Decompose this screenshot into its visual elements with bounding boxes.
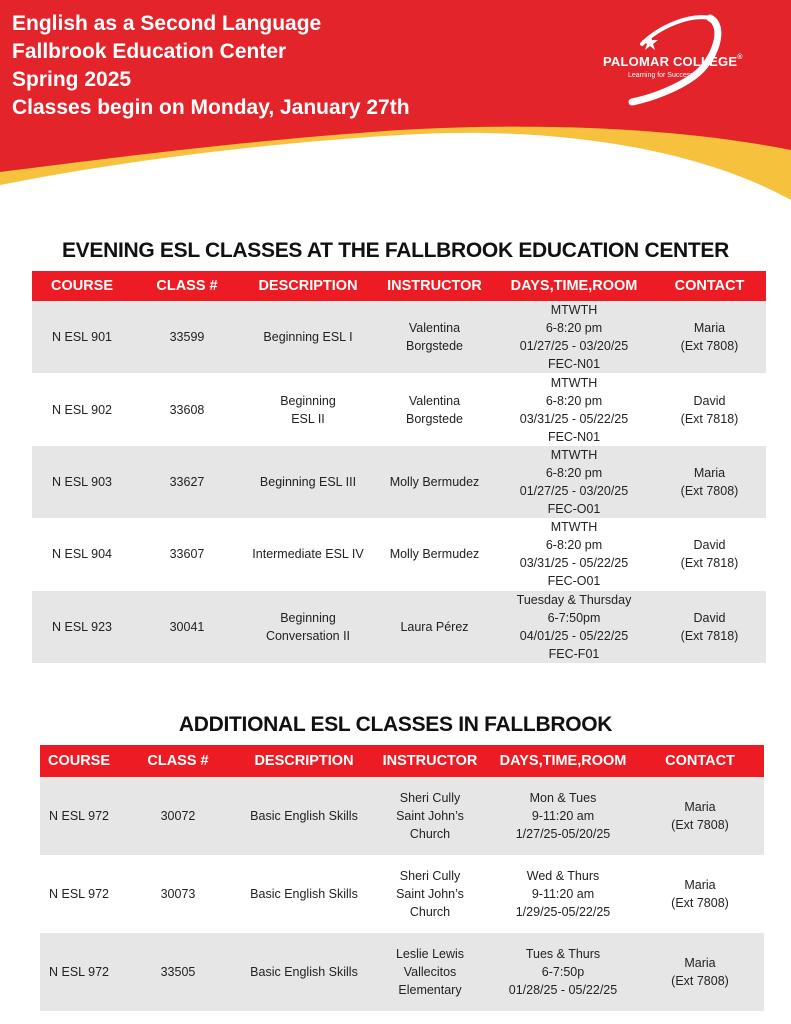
- table-row: [40, 933, 764, 1011]
- column-header-class-number: CLASS #: [132, 271, 242, 301]
- instructor-cell-line: Valentina: [408, 321, 461, 336]
- instructor-cell: [374, 591, 495, 663]
- additional-section-title: ADDITIONAL ESL CLASSES IN FALLBROOK: [178, 713, 613, 736]
- days-time-room-cell-line: 6-7:50p: [541, 965, 585, 979]
- contact-cell-line: David: [693, 610, 726, 625]
- column-header-description: DESCRIPTION: [242, 271, 374, 301]
- instructor-cell: [370, 777, 490, 855]
- logo-name: PALOMAR COLLEGE: [603, 54, 738, 69]
- column-header-course: COURSE: [32, 271, 132, 301]
- contact-cell-line: David: [693, 538, 726, 553]
- contact-cell-line: Maria: [693, 465, 726, 480]
- days-time-room-cell-line: MTWTH: [550, 520, 598, 535]
- contact-cell-line: (Ext 7818): [680, 411, 739, 426]
- table-row: [40, 855, 764, 933]
- contact-cell: [636, 933, 764, 1011]
- description-cell: [242, 591, 374, 663]
- description-cell-line: Beginning: [280, 610, 336, 625]
- instructor-cell-line: Borgstede: [406, 339, 463, 354]
- palomar-college-logo: [598, 12, 758, 107]
- instructor-cell: [370, 933, 490, 1011]
- contact-cell-line: Maria: [684, 878, 716, 892]
- instructor-cell: [374, 373, 495, 445]
- header-line: Classes begin on Monday, January 27th: [12, 96, 410, 119]
- table-row: [32, 518, 766, 590]
- contact-cell-line: (Ext 7808): [671, 818, 729, 832]
- instructor-cell-line: Borgstede: [406, 411, 463, 426]
- instructor-cell-line: Molly Bermudez: [389, 474, 480, 489]
- column-header-days-time-room: DAYS,TIME,ROOM: [495, 271, 653, 301]
- course-cell: N ESL 923: [32, 591, 132, 663]
- table-row: [32, 591, 766, 663]
- class-number-cell: 33627: [132, 446, 242, 518]
- days-time-room-cell-line: 1/29/25-05/22/25: [515, 905, 611, 919]
- contact-cell: [653, 373, 766, 445]
- header-line: Spring 2025: [12, 68, 132, 91]
- contact-cell: [653, 591, 766, 663]
- instructor-cell-line: Vallecitos: [403, 965, 457, 979]
- logo-tagline: Learning for Success: [628, 72, 694, 79]
- course-cell: N ESL 903: [32, 446, 132, 518]
- days-time-room-cell-line: Tuesday & Thursday: [516, 592, 632, 607]
- days-time-room-cell: [495, 373, 653, 445]
- contact-cell: [636, 777, 764, 855]
- column-header-description: DESCRIPTION: [238, 745, 370, 777]
- days-time-room-cell-line: 6-8:20 pm: [545, 465, 603, 480]
- column-header-instructor: INSTRUCTOR: [370, 745, 490, 777]
- days-time-room-cell: [495, 591, 653, 663]
- description-cell-line: Beginning: [280, 393, 336, 408]
- contact-cell: [653, 301, 766, 373]
- contact-cell-line: (Ext 7808): [671, 896, 729, 910]
- days-time-room-cell-line: FEC-N01: [547, 357, 601, 372]
- table-header-row: [40, 745, 764, 777]
- days-time-room-cell: [490, 777, 636, 855]
- evening-table-body: [32, 301, 766, 663]
- days-time-room-cell-line: 6-7:50pm: [547, 610, 601, 625]
- days-time-room-cell-line: 01/27/25 - 03/20/25: [519, 483, 629, 498]
- column-header-days-time-room: DAYS,TIME,ROOM: [490, 745, 636, 777]
- days-time-room-cell-line: Mon & Tues: [529, 791, 597, 805]
- description-cell: [238, 933, 370, 1011]
- instructor-cell-line: Sheri Cully: [399, 791, 461, 805]
- days-time-room-cell: [490, 855, 636, 933]
- description-cell-line: Intermediate ESL IV: [252, 547, 364, 562]
- contact-cell-line: Maria: [693, 321, 726, 336]
- days-time-room-cell-line: FEC-O01: [547, 501, 601, 516]
- class-number-cell: 33607: [169, 547, 205, 562]
- contact-cell-line: (Ext 7818): [680, 556, 739, 571]
- course-cell: N ESL 972: [49, 887, 109, 901]
- evening-classes-table: [32, 271, 766, 663]
- class-number-cell: 33599: [132, 301, 242, 373]
- instructor-cell: [370, 855, 490, 933]
- contact-cell-line: (Ext 7808): [671, 974, 729, 988]
- description-cell-line: Beginning ESL I: [263, 330, 353, 345]
- column-header-contact: CONTACT: [653, 271, 766, 301]
- course-cell: N ESL 901: [32, 301, 132, 373]
- logo-wordmark: [603, 54, 743, 69]
- course-cell: N ESL 904: [52, 547, 112, 562]
- class-number-cell: 33505: [118, 933, 238, 1011]
- days-time-room-cell-line: 01/28/25 - 05/22/25: [508, 983, 618, 997]
- description-cell-line: Conversation II: [265, 628, 351, 643]
- days-time-room-cell-line: 9-11:20 am: [531, 809, 595, 823]
- days-time-room-cell-line: 6-8:20 pm: [545, 393, 603, 408]
- days-time-room-cell-line: 03/31/25 - 05/22/25: [519, 556, 629, 571]
- table-header-row: [32, 271, 766, 301]
- table-row: [32, 301, 766, 373]
- description-cell-line: Basic English Skills: [250, 887, 358, 901]
- description-cell-line: Beginning ESL III: [259, 474, 357, 489]
- contact-cell-line: Maria: [684, 956, 716, 970]
- course-cell: N ESL 902: [52, 402, 112, 417]
- table-row: [32, 373, 766, 445]
- class-number-cell: 30072: [118, 777, 238, 855]
- days-time-room-cell-line: Wed & Thurs: [526, 869, 600, 883]
- description-cell: [242, 446, 374, 518]
- instructor-cell-line: Elementary: [398, 983, 462, 997]
- contact-cell-line: (Ext 7808): [680, 483, 739, 498]
- days-time-room-cell-line: 01/27/25 - 03/20/25: [519, 339, 629, 354]
- contact-cell: [653, 518, 766, 590]
- days-time-room-cell-line: 1/27/25-05/20/25: [515, 827, 611, 841]
- days-time-room-cell-line: MTWTH: [550, 447, 598, 462]
- table-row: [40, 777, 764, 855]
- course-cell: N ESL 972: [40, 933, 118, 1011]
- days-time-room-cell-line: FEC-F01: [548, 646, 600, 661]
- description-cell-line: Basic English Skills: [250, 809, 358, 823]
- days-time-room-cell-line: 6-8:20 pm: [545, 321, 603, 336]
- days-time-room-cell-line: MTWTH: [550, 375, 598, 390]
- course-cell: N ESL 972: [40, 777, 118, 855]
- instructor-cell: [374, 301, 495, 373]
- instructor-cell-line: Sheri Cully: [399, 869, 461, 883]
- additional-classes-table: [40, 745, 764, 1011]
- column-header-course: COURSE: [40, 745, 118, 777]
- instructor-cell: [374, 518, 495, 590]
- instructor-cell-line: Valentina: [408, 393, 461, 408]
- additional-table-body: [40, 777, 764, 1011]
- days-time-room-cell-line: FEC-O01: [547, 574, 601, 589]
- description-cell-line: ESL II: [291, 411, 325, 426]
- header-line: Fallbrook Education Center: [12, 40, 287, 63]
- table-row: [32, 446, 766, 518]
- class-number-cell: 33608: [169, 402, 205, 417]
- instructor-cell-line: Church: [409, 905, 451, 919]
- days-time-room-cell-line: 9-11:20 am: [531, 887, 595, 901]
- header-title-block: [12, 10, 410, 122]
- instructor-cell-line: Saint John’s: [396, 809, 464, 823]
- instructor-cell-line: Saint John’s: [396, 887, 464, 901]
- header-line: English as a Second Language: [12, 12, 322, 35]
- days-time-room-cell-line: 04/01/25 - 05/22/25: [519, 628, 629, 643]
- class-number-cell: 30041: [132, 591, 242, 663]
- days-time-room-cell: [495, 301, 653, 373]
- contact-cell-line: Maria: [684, 800, 716, 814]
- description-cell: [242, 518, 374, 590]
- evening-section-title: EVENING ESL CLASSES AT THE FALLBROOK EDUCATION CENTER: [61, 239, 730, 262]
- instructor-cell-line: Laura Pérez: [400, 619, 469, 634]
- column-header-instructor: INSTRUCTOR: [374, 271, 495, 301]
- instructor-cell-line: Leslie Lewis: [395, 947, 465, 961]
- days-time-room-cell-line: FEC-N01: [547, 429, 601, 444]
- contact-cell: [636, 855, 764, 933]
- days-time-room-cell: [490, 933, 636, 1011]
- header-banner: [0, 0, 791, 215]
- contact-cell: [653, 446, 766, 518]
- instructor-cell-line: Church: [409, 827, 451, 841]
- instructor-cell: [374, 446, 495, 518]
- days-time-room-cell: [495, 446, 653, 518]
- contact-cell-line: (Ext 7818): [680, 628, 739, 643]
- column-header-class-number: CLASS #: [118, 745, 238, 777]
- description-cell-line: Basic English Skills: [250, 965, 358, 979]
- days-time-room-cell-line: MTWTH: [550, 303, 598, 318]
- description-cell: [238, 777, 370, 855]
- contact-cell-line: David: [693, 393, 726, 408]
- contact-cell-line: (Ext 7808): [680, 339, 739, 354]
- description-cell: [242, 301, 374, 373]
- class-number-cell: 30073: [160, 887, 196, 901]
- description-cell: [242, 373, 374, 445]
- column-header-contact: CONTACT: [636, 745, 764, 777]
- instructor-cell-line: Molly Bermudez: [389, 547, 480, 562]
- logo-registered-mark: ®: [737, 54, 743, 61]
- days-time-room-cell-line: 6-8:20 pm: [545, 538, 603, 553]
- days-time-room-cell-line: 03/31/25 - 05/22/25: [519, 411, 629, 426]
- days-time-room-cell-line: Tues & Thurs: [525, 947, 601, 961]
- days-time-room-cell: [495, 518, 653, 590]
- description-cell: [238, 855, 370, 933]
